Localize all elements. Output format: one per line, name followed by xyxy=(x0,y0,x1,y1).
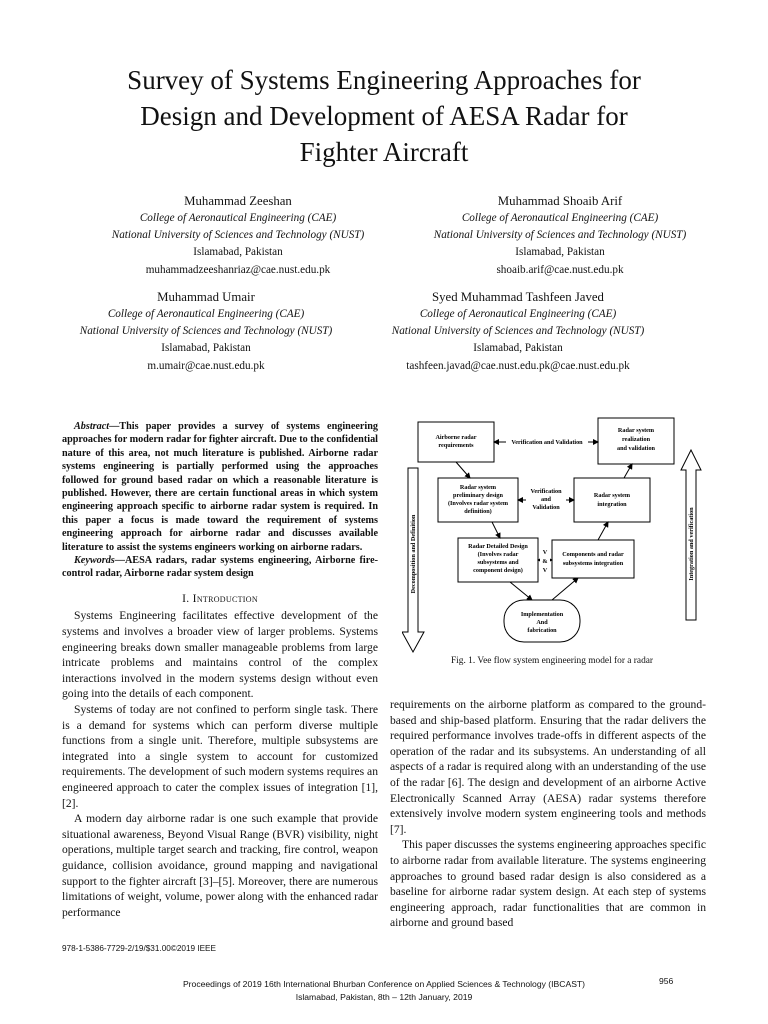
right-column xyxy=(390,697,706,931)
author-city: Islamabad, Pakistan xyxy=(515,246,605,259)
author-name: Muhammad Shoaib Arif xyxy=(497,194,623,208)
keywords-text: —AESA radars, radar systems engineering, Airborne fire-control radar, Airborne radar system design xyxy=(62,555,378,580)
author-university: National University of Sciences and Technology (NUST) xyxy=(433,229,687,242)
paper-title xyxy=(40,62,728,170)
title-line: Design and Development of AESA Radar for xyxy=(140,101,628,131)
box-implementation xyxy=(504,600,580,642)
box-text: requirements xyxy=(438,442,474,449)
author-name: Muhammad Umair xyxy=(157,290,255,304)
abstract-text: —This paper provides a survey of systems engineering approaches for modern radar for fighter aircraft. Due to the confidential nature of this area, not much literature is published. Airborne radar systems engineering is partially performed using the approaches followed for ground based radar on which a reasonable literature is published. However, there are certain functional areas in which system engineering approach specific to airborne radar system is required. In this paper a focus is made toward the requirement of systems engineering approach for airborne radar and discusses available literature to assist the systems engineers working on airborne radars. xyxy=(62,421,378,553)
box-text: Radar system xyxy=(459,484,497,491)
author-block-3 xyxy=(38,288,374,375)
integration-arrow xyxy=(681,450,701,620)
box-text: Components and radar xyxy=(562,551,624,558)
footer-line: Proceedings of 2019 16th International Bhurban Conference on Applied Sciences & Technology (IBCAST) xyxy=(182,979,586,989)
author-email: muhammadzeeshanriaz@cae.nust.edu.pk xyxy=(145,263,331,276)
author-university: National University of Sciences and Technology (NUST) xyxy=(79,325,333,338)
box-text: realization xyxy=(621,436,651,443)
author-college: College of Aeronautical Engineering (CAE) xyxy=(419,308,617,320)
author-name: Syed Muhammad Tashfeen Javed xyxy=(432,290,604,304)
box-text: (Involves radar system xyxy=(447,500,509,507)
conference-footer xyxy=(60,978,708,1004)
body-paragraph: This paper discusses the systems engineering approaches specific to airborne radar from available literature. The systems engineering approaches to ground based radar design is also considered as a baseline for airborne radar system design. At each step of systems engineering approach, radar functionalities that are common in airborne and ground based xyxy=(390,838,706,930)
box-text: component design) xyxy=(473,567,523,574)
page-number: 956 xyxy=(659,976,674,986)
author-email: m.umair@cae.nust.edu.pk xyxy=(147,359,265,372)
keywords-label: Keywords xyxy=(74,555,115,567)
section-title: Introduction xyxy=(192,591,258,605)
author-city: Islamabad, Pakistan xyxy=(193,246,283,259)
section-heading xyxy=(62,591,378,607)
link-label-low: V xyxy=(542,567,548,574)
decomposition-label: Decomposition and Definition xyxy=(410,514,417,594)
decomposition-arrow xyxy=(402,468,424,652)
author-city: Islamabad, Pakistan xyxy=(473,342,563,355)
box-text: and validation xyxy=(617,445,655,452)
author-college: College of Aeronautical Engineering (CAE) xyxy=(461,212,659,224)
author-email: tashfeen.javad@cae.nust.edu.pk@cae.nust.edu.pk xyxy=(406,359,630,372)
link-label-mid: and xyxy=(541,496,551,503)
left-column xyxy=(62,420,378,920)
body-paragraph: requirements on the airborne platform as compared to the ground-based and ship-based platform. Ensuring that the radar delivers the required performance involves trade-offs in different aspects of the operation of the radar and its subsystems. An understanding of all aspects of a radar is required along with an understanding of the use of the radar [6]. The design and development of an airborne Active Electronically Scanned Array (AESA) radar systems therefore extensively involve modern system engineering tools and methods [7]. xyxy=(390,698,706,836)
author-block-4 xyxy=(350,288,686,375)
box-text: Implementation xyxy=(520,611,564,618)
vee-flow-figure xyxy=(402,414,702,654)
abstract xyxy=(62,420,378,554)
section-number: I. xyxy=(182,591,193,605)
box-text: Radar Detailed Design xyxy=(468,543,528,550)
box-text: Radar system xyxy=(617,427,655,434)
author-name: Muhammad Zeeshan xyxy=(184,194,292,208)
box-components-integration xyxy=(552,540,634,578)
body-paragraph: Systems Engineering facilitates effective development of the systems and involves a broader view of larger problems. Systems engineering breaks down smaller manageable problems from large intricate problems and maintains control of the complex interactions involved in the modern systems design without even going into the details of each component. xyxy=(62,609,378,701)
link-label-top: Verification and Validation xyxy=(511,439,583,446)
figure-caption: Fig. 1. Vee flow system engineering model for a radar xyxy=(450,656,654,666)
body-paragraph: A modern day airborne radar is one such example that provide situational awareness, Beyond Visual Range (BVR) visibility, night operations, multiple target search and tracking, fire control, weapon guidance, collision avoidance, ground mapping and navigational support to the fighter aircraft [3]–[5]. Moreover, there are numerous limitations of weight, volume, power along with the enhanced radar performance xyxy=(62,812,378,919)
box-text: integration xyxy=(597,501,627,508)
box-text: And xyxy=(536,619,548,626)
box-text: fabrication xyxy=(527,627,557,634)
box-text: (Involves radar xyxy=(477,551,519,558)
box-text: subsystems and xyxy=(477,559,519,566)
author-university: National University of Sciences and Technology (NUST) xyxy=(111,229,365,242)
footer-line: Islamabad, Pakistan, 8th – 12th January, 2019 xyxy=(295,992,473,1002)
link-label-mid: Verification xyxy=(530,488,562,495)
box-preliminary-design xyxy=(438,478,518,522)
link-label-mid: Validation xyxy=(532,504,560,511)
author-college: College of Aeronautical Engineering (CAE) xyxy=(107,308,305,320)
author-city: Islamabad, Pakistan xyxy=(161,342,251,355)
box-realization xyxy=(598,418,674,464)
author-block-1 xyxy=(70,192,406,279)
isbn-line: 978-1-5386-7729-2/19/$31.00©2019 IEEE xyxy=(62,944,216,953)
box-system-integration xyxy=(574,478,650,522)
abstract-label: Abstract xyxy=(74,421,110,432)
body-paragraph: Systems of today are not confined to perform single task. There is a demand for systems which can perform diverse multiple functions from a single unit. Therefore, multiple subsystems are integrated into a single system to account for customized requirements. The development of such modern systems requires an engineered approach to cater the complex issues of integration [1], [2]. xyxy=(62,703,378,810)
author-email: shoaib.arif@cae.nust.edu.pk xyxy=(496,263,624,276)
author-college: College of Aeronautical Engineering (CAE) xyxy=(139,212,337,224)
link-label-low: & xyxy=(542,558,548,565)
box-text: subsystems integration xyxy=(562,560,624,567)
box-text: preliminary design xyxy=(453,492,503,499)
author-university: National University of Sciences and Technology (NUST) xyxy=(391,325,645,338)
integration-label: Integration and verification xyxy=(688,507,695,581)
box-text: Airborne radar xyxy=(435,434,477,441)
title-line: Survey of Systems Engineering Approaches for xyxy=(127,65,641,95)
box-text: definition) xyxy=(464,508,492,515)
box-airborne-requirements xyxy=(418,422,494,462)
box-text: Radar system xyxy=(593,492,631,499)
link-label-low: V xyxy=(542,549,548,556)
box-detailed-design xyxy=(458,538,538,582)
keywords xyxy=(62,554,378,581)
author-block-2 xyxy=(392,192,728,279)
title-line: Fighter Aircraft xyxy=(299,137,469,167)
